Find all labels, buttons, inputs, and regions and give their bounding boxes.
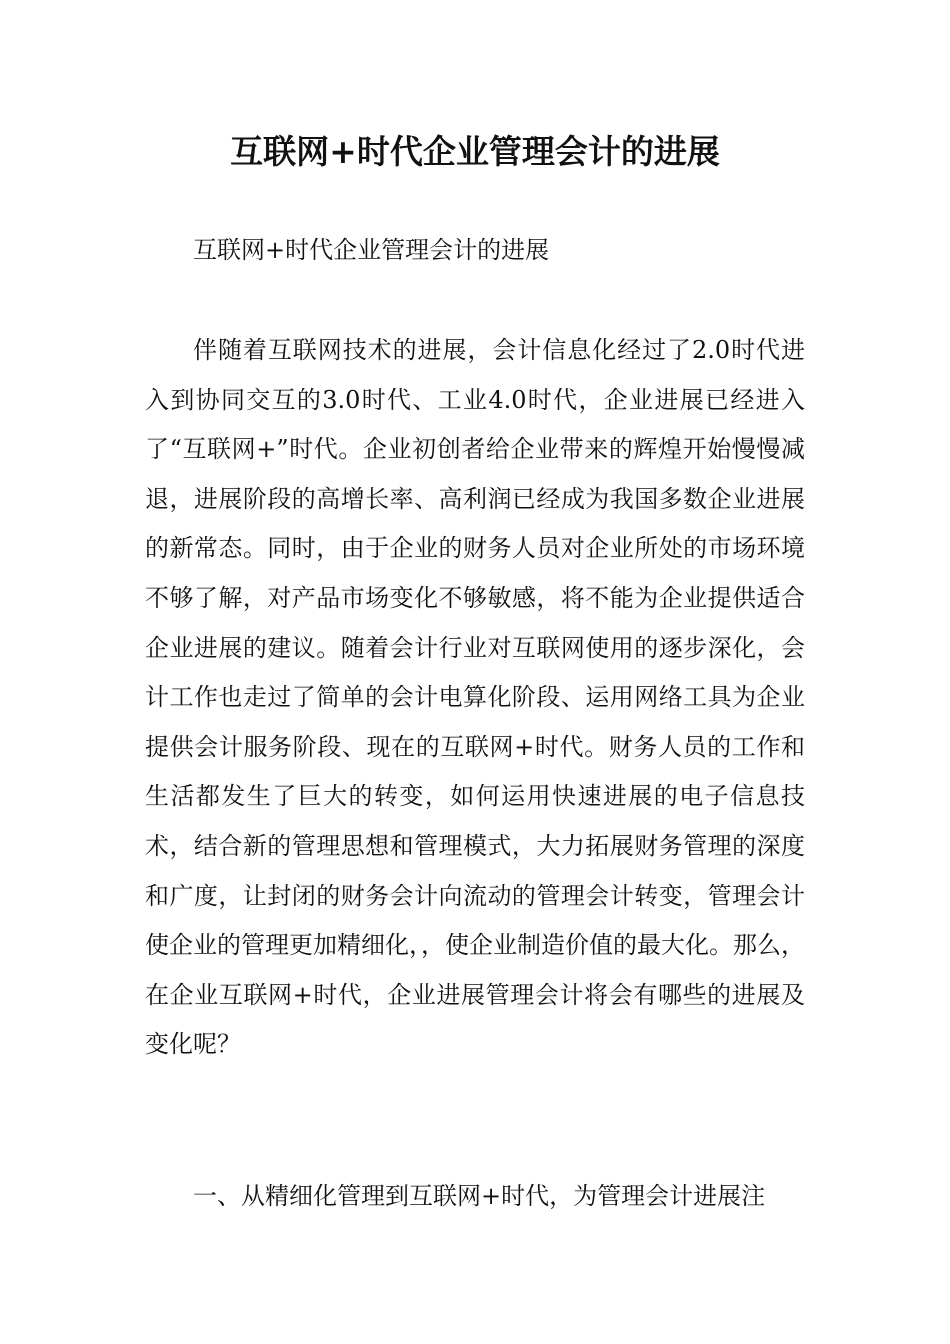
- document-subtitle: 互联网+时代企业管理会计的进展: [193, 236, 550, 264]
- body-paragraph-1: 伴随着互联网技术的进展，会计信息化经过了2.0时代进入到协同交互的3.0时代、工业4.0时代，企业进展已经进入了“互联网+”时代。企业初创者给企业带来的辉煌开始慢慢减退，进展阶段的高增长率、高利润已经成为我国多数企业进展的新常态。同时，由于企业的财务人员对企业所处的市场环境不够了解，对产品市场变化不够敏感，将不能为企业提供适合企业进展的建议。随着会计行业对互联网使用的逐步深化，会计工作也走过了简单的会计电算化阶段、运用网络工具为企业提供会计服务阶段、现在的互联网+时代。财务人员的工作和生活都发生了巨大的转变，如何运用快速进展的电子信息技术，结合新的管理思想和管理模式，大力拓展财务管理的深度和广度，让封闭的财务会计向流动的管理会计转变，管理会计使企业的管理更加精细化，，使企业制造价值的最大化。那么，在企业互联网+时代，企业进展管理会计将会有哪些的进展及变化呢？: [145, 336, 805, 1059]
- document-title: 互联网+时代企业管理会计的进展: [230, 132, 720, 171]
- body-paragraph-2: 一、从精细化管理到互联网+时代，为管理会计进展注: [193, 1182, 766, 1210]
